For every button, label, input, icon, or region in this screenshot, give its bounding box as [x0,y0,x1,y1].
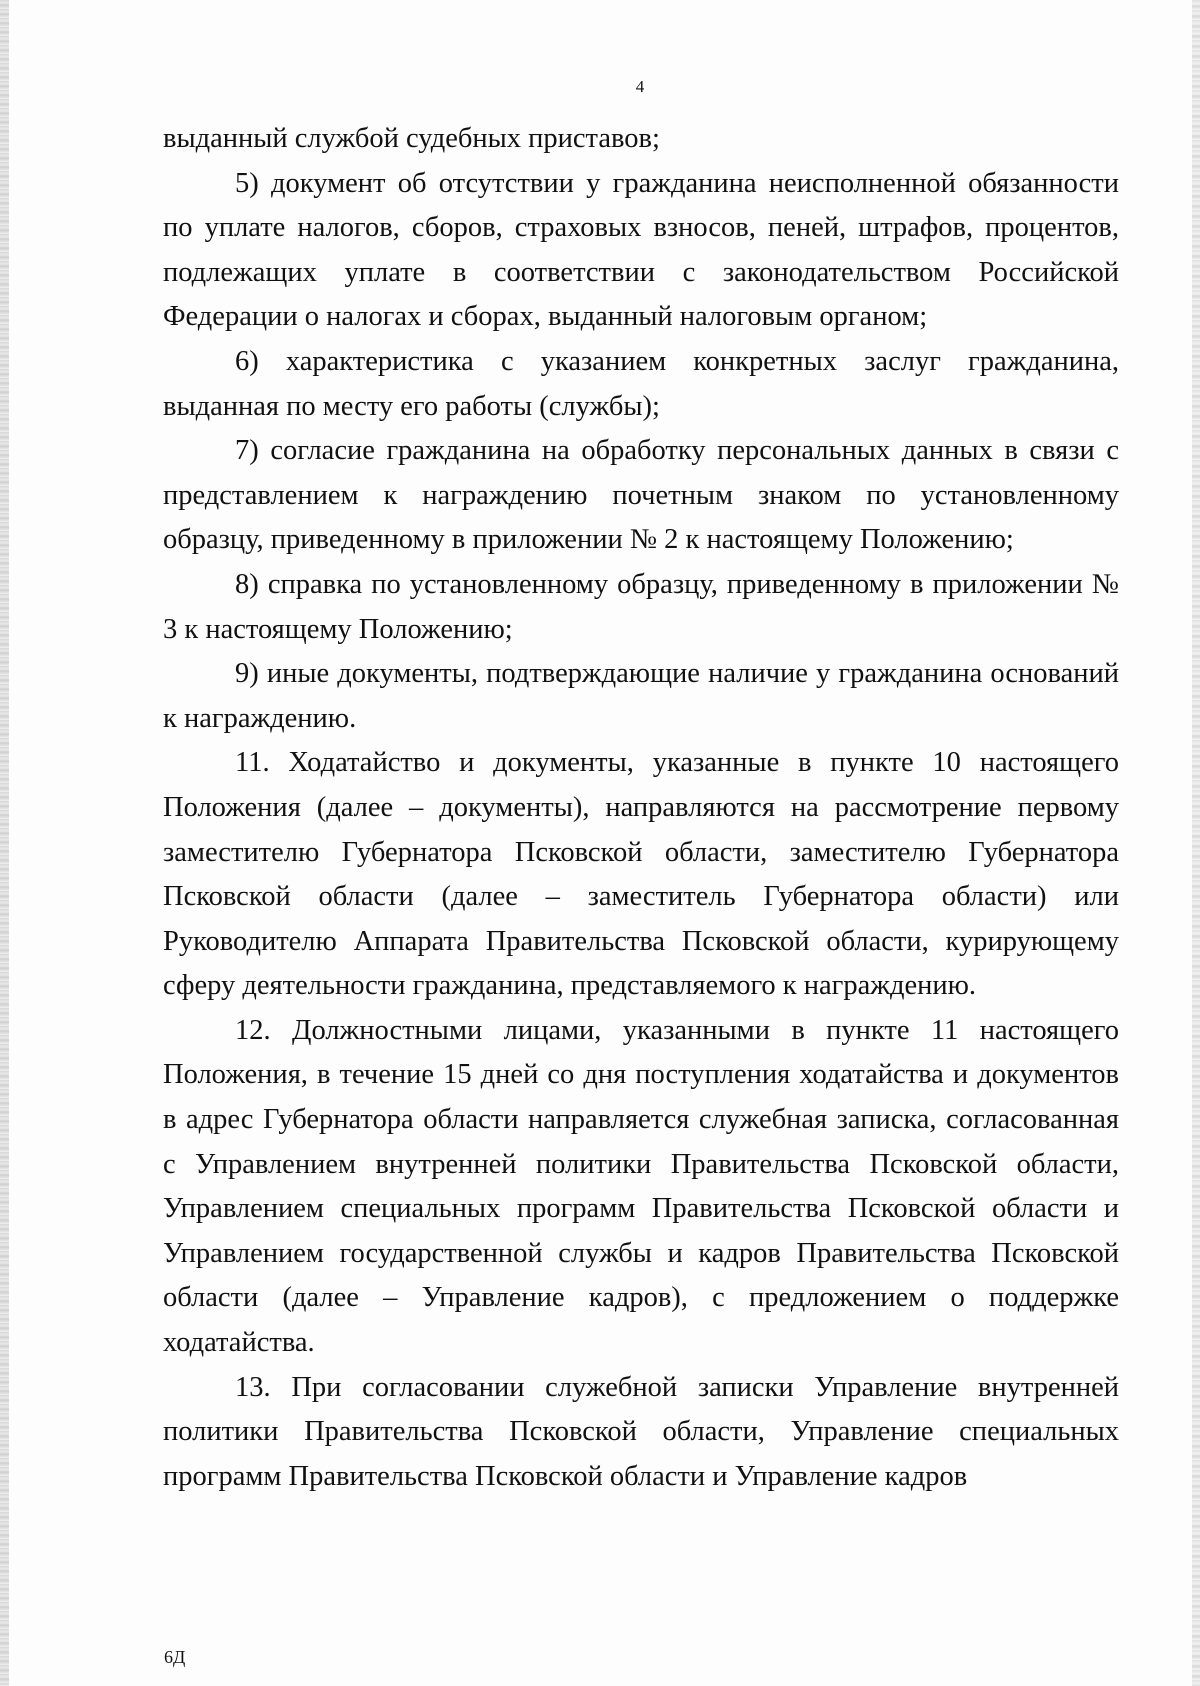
paragraph-clause-13: 13. При согласовании служебной записки Управление внутренней политики Правительства Псковской области, Управление специальных программ Правительства Псковской области и Управление кадров [163,1371,1119,1492]
page-number: 4 [635,77,645,96]
paragraph-item-5: 5) документ об отсутствии у гражданина неисполненной обязанности по уплате налогов, сборов, страховых взносов, пеней, штрафов, процентов, подлежащих уплате в соответствии с законодательством Российской Федерации о налогах и сборах, выданный налоговым органом; [163,167,1119,333]
paragraph-item-8: 8) справка по установленному образцу, приведенному в приложении № 3 к настоящему Положению; [163,568,1119,645]
paragraph-item-6: 6) характеристика с указанием конкретных заслуг гражданина, выданная по месту его работы (службы); [163,345,1119,422]
document-body [163,117,1119,1499]
paragraph-clause-12: 12. Должностными лицами, указанными в пункте 11 настоящего Положения, в течение 15 дней со дня поступления ходатайства и документов в адрес Губернатора области направляется служебная записка, согласованная с Управлением внутренней политики Правительства Псковской области, Управлением специальных программ Правительства Псковской области и Управлением государственной службы и кадров Правительства Псковской области (далее – Управление кадров), с предложением о поддержке ходатайства. [163,1014,1119,1359]
scan-edge-right [1192,0,1200,1686]
paragraph-continuation: выданный службой судебных приставов; [163,123,660,154]
footer-code: 6Д [164,1647,186,1667]
scan-edge-left [0,0,9,1686]
paragraph-clause-11: 11. Ходатайство и документы, указанные в пункте 10 настоящего Положения (далее – документы), направляются на рассмотрение первому заместителю Губернатора Псковской области, заместителю Губернатора Псковской области (далее – заместитель Губернатора области) или Руководителю Аппарата Правительства Псковской области, курирующему сферу деятельности гражданина, представляемого к награждению. [163,747,1119,1002]
paragraph-item-7: 7) согласие гражданина на обработку персональных данных в связи с представлением к награждению почетным знаком по установленному образцу, приведенному в приложении № 2 к настоящему Положению; [163,435,1119,556]
paragraph-item-9: 9) иные документы, подтверждающие наличие у гражданина оснований к награждению. [163,658,1119,734]
